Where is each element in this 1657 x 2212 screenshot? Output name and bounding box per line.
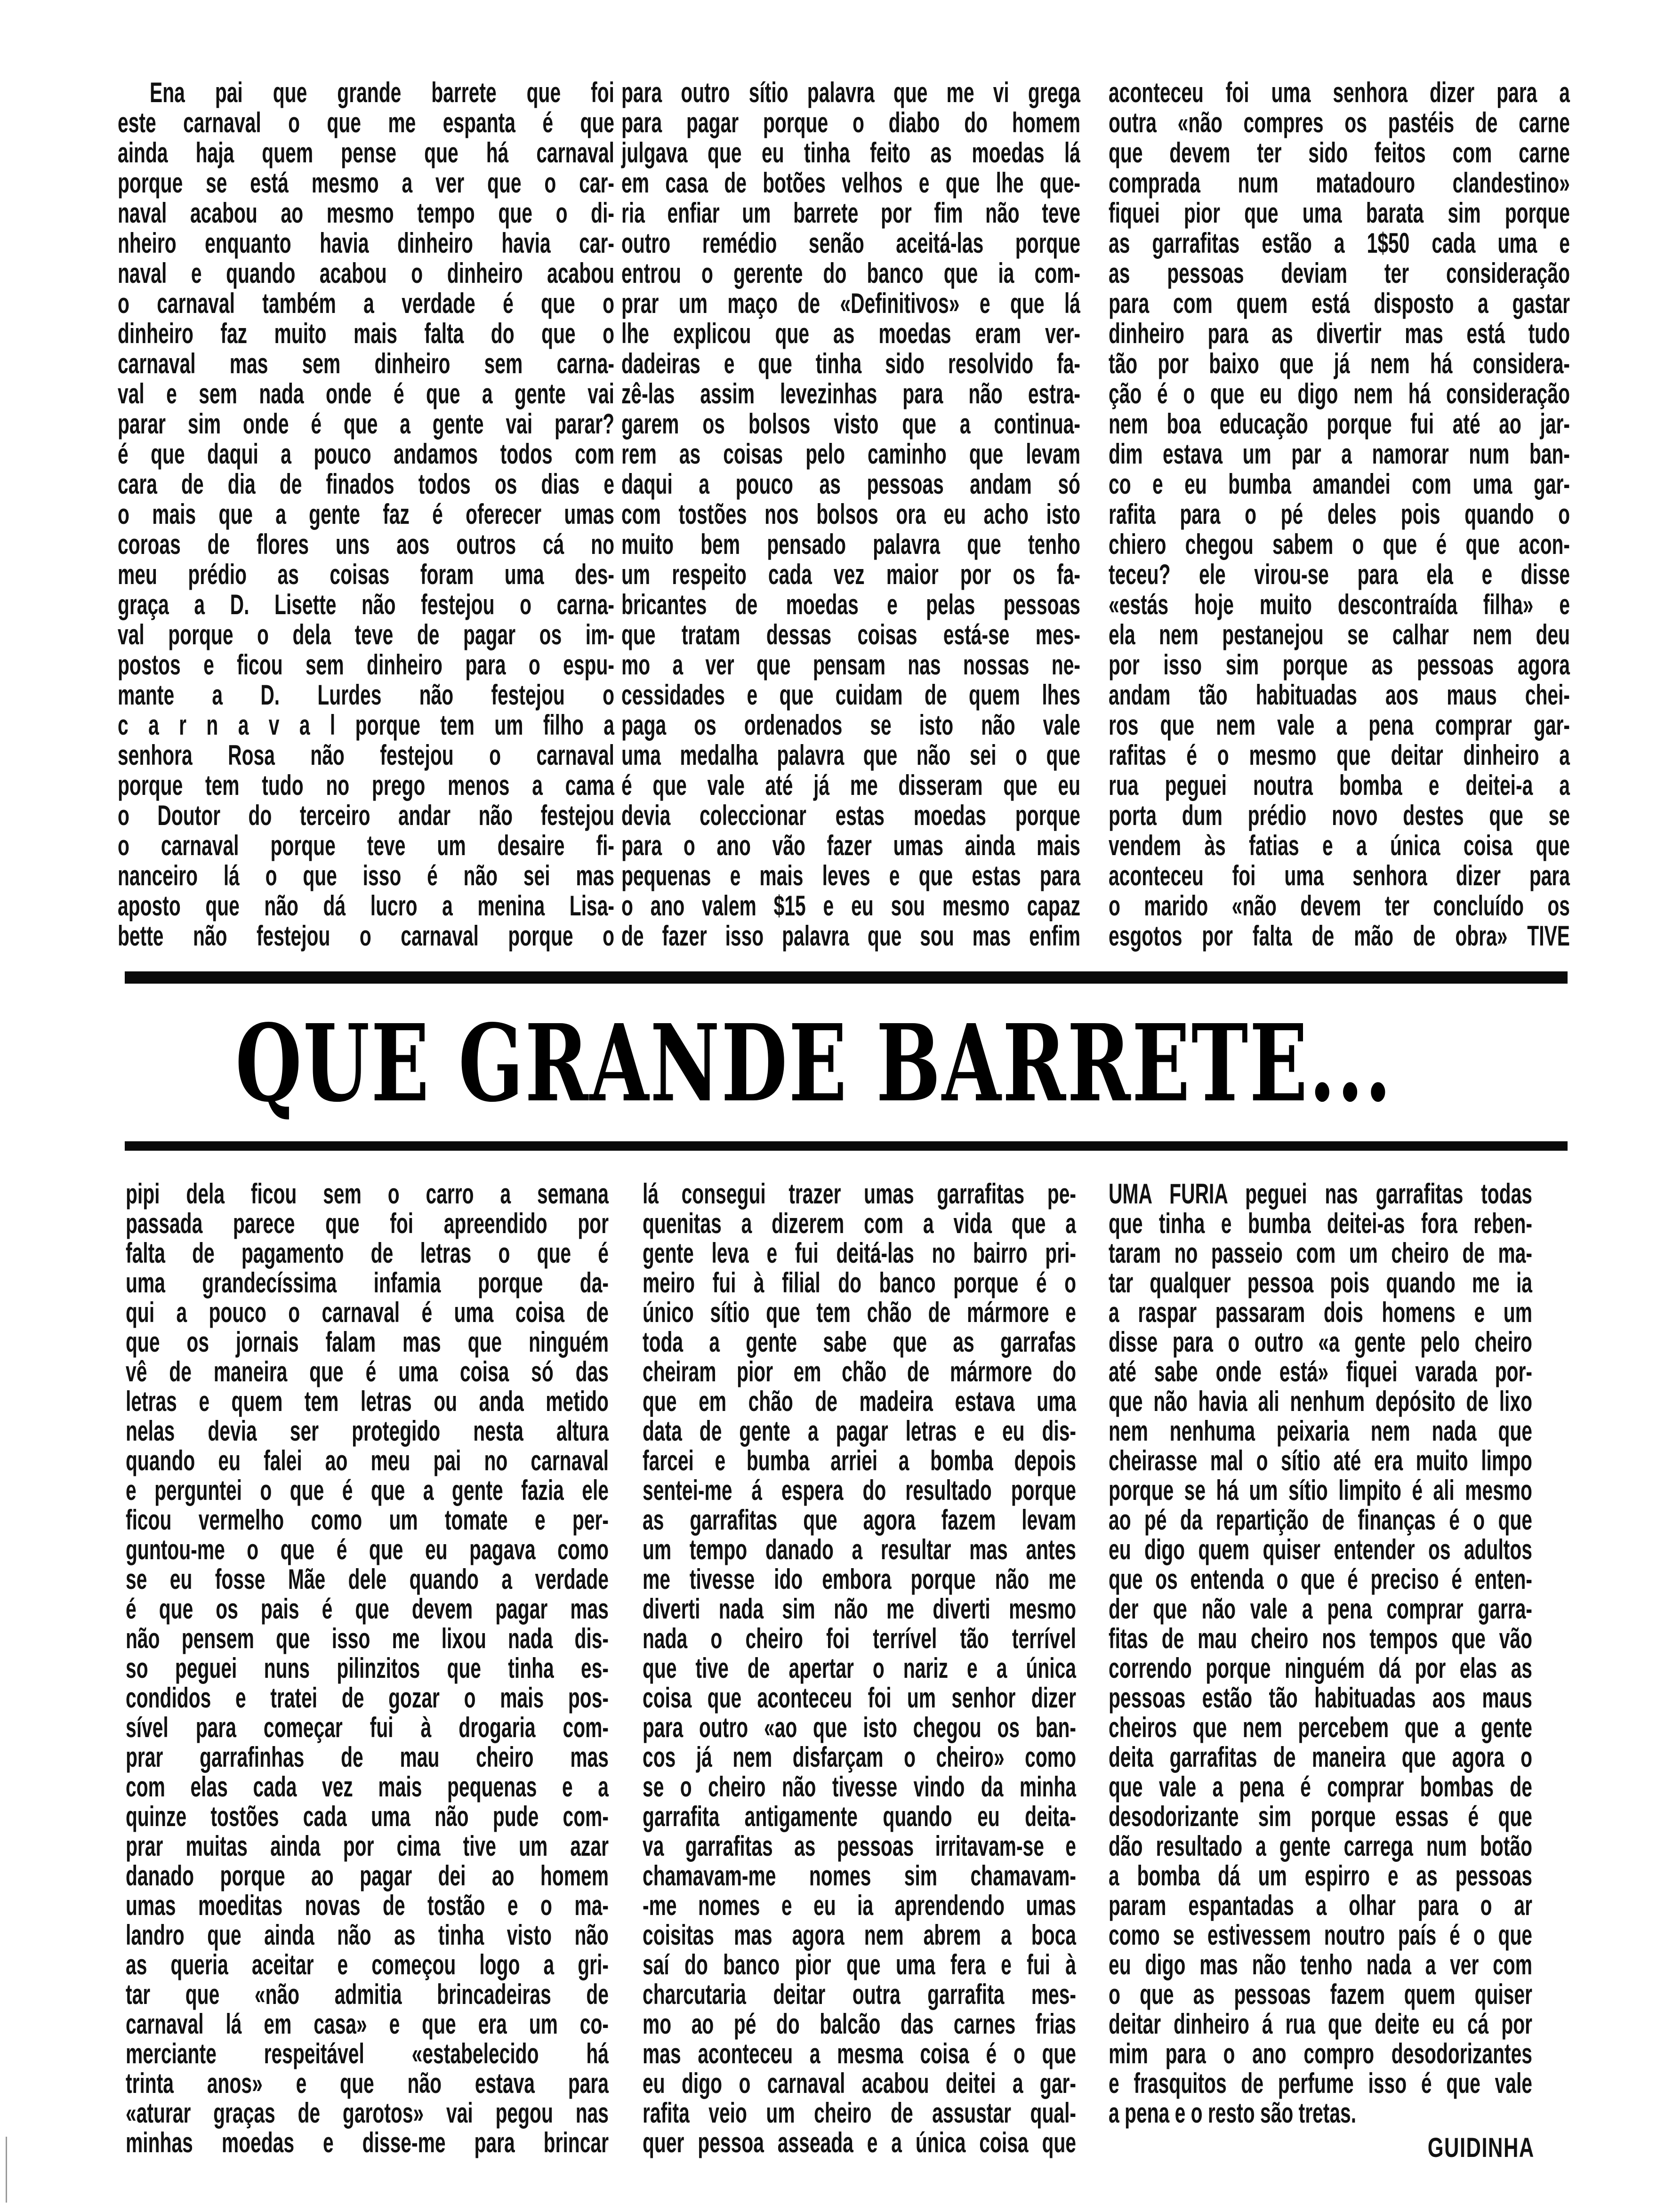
text-line: para com quem está disposto a gastar: [1109, 288, 1570, 319]
text-line: correndo porque ninguém dá por elas as: [1109, 1652, 1532, 1684]
text-line: danado porque ao pagar dei ao homem: [126, 1860, 609, 1891]
text-line: mo a ver que pensam nas nossas ne-: [621, 649, 1080, 681]
text-line: prar um maço de «Definitivos» e que lá: [621, 288, 1080, 319]
text-line: val porque o dela teve de pagar os im-: [118, 619, 614, 650]
text-line: desodorizante sim porque essas é que: [1109, 1801, 1532, 1832]
text-line: merciante respeitável «estabelecido há: [126, 2038, 609, 2069]
text-line: ros que nem vale a pena comprar gar-: [1109, 709, 1570, 741]
text-line: a bomba dá um espirro e as pessoas: [1109, 1860, 1532, 1891]
text-line: rafitas é o mesmo que deitar dinheiro a: [1109, 739, 1570, 771]
text-line: ficou vermelho como um tomate e per-: [126, 1504, 609, 1536]
text-line: julgava que eu tinha feito as moedas lá: [621, 137, 1080, 168]
text-line: cheiram pior em chão de mármore do: [643, 1356, 1076, 1387]
text-line: coroas de flores uns aos outros cá no: [118, 529, 614, 560]
text-line: nheiro enquanto havia dinheiro havia car-: [118, 227, 614, 259]
text-line: umas moeditas novas de tostão e o ma-: [126, 1890, 609, 1921]
text-line: bette não festejou o carnaval porque o: [118, 920, 614, 952]
text-line: que os entenda o que é preciso é enten-: [1109, 1563, 1532, 1595]
text-line: porque tem tudo no prego menos a cama: [118, 769, 614, 801]
text-line: chamavam-me nomes sim chamavam-: [643, 1860, 1076, 1891]
text-line: ao pé da repartição de finanças é o que: [1109, 1504, 1532, 1536]
text-line: quer pessoa asseada e a única coisa que: [643, 2127, 1076, 2158]
text-line: que em chão de madeira estava uma: [643, 1386, 1076, 1417]
text-line: o que as pessoas fazem quem quiser: [1109, 1979, 1532, 2010]
bottom-column-2: [643, 1179, 1076, 2157]
text-line: letras e quem tem letras ou anda metido: [126, 1386, 609, 1417]
text-line: lhe explicou que as moedas eram ver-: [621, 318, 1080, 349]
text-line: que os jornais falam mas que ninguém: [126, 1326, 609, 1358]
text-line: graça a D. Lisette não festejou o carna-: [118, 589, 614, 620]
text-line: o mais que a gente faz é oferecer umas: [118, 498, 614, 530]
text-line: senhora Rosa não festejou o carnaval: [118, 739, 614, 771]
text-line: e perguntei o que é que a gente fazia ele: [126, 1475, 609, 1506]
text-line: daqui a pouco as pessoas andam só: [621, 468, 1080, 500]
text-line: carnaval mas sem dinheiro sem carna-: [118, 348, 614, 379]
text-line: eu digo quem quiser entender os adultos: [1109, 1534, 1532, 1565]
text-line: c a r n a v a l porque tem um filho a: [118, 709, 614, 741]
text-line: aposto que não dá lucro a menina Lisa-: [118, 890, 614, 922]
text-line: uma grandecíssima infamia porque da-: [126, 1267, 609, 1298]
text-line: as garrafitas que agora fazem levam: [643, 1504, 1076, 1536]
text-line: a pena e o resto são tretas.: [1109, 2097, 1357, 2129]
text-line: para outro «ao que isto chegou os ban-: [643, 1712, 1076, 1743]
text-line: ção é o que eu digo nem há consideração: [1109, 378, 1570, 409]
text-line: ria enfiar um barrete por fim não teve: [621, 197, 1080, 229]
text-line: «estás hoje muito descontraída filha» e: [1109, 589, 1570, 620]
text-line: passada parece que foi apreendido por: [126, 1208, 609, 1239]
top-rule: [125, 971, 1568, 984]
text-line: mante a D. Lurdes não festejou o: [118, 679, 614, 711]
text-line: saí do banco pior que uma fera e fui à: [643, 1949, 1076, 1980]
text-line: dinheiro para as divertir mas está tudo: [1109, 318, 1570, 349]
text-line: lá consegui trazer umas garrafitas pe-: [643, 1178, 1076, 1210]
text-line: pessoas estão tão habituadas aos maus: [1109, 1682, 1532, 1714]
text-line: rafita para o pé deles pois quando o: [1109, 498, 1570, 530]
text-line: mo ao pé do balcão das carnes frias: [643, 2008, 1076, 2040]
text-line: cara de dia de finados todos os dias e: [118, 468, 614, 500]
text-line: por isso sim porque as pessoas agora: [1109, 649, 1570, 681]
text-line: nelas devia ser protegido nesta altura: [126, 1415, 609, 1447]
text-line: prar muitas ainda por cima tive um azar: [126, 1830, 609, 1862]
text-line: as pessoas deviam ter consideração: [1109, 257, 1570, 289]
text-line: outro remédio senão aceitá-las porque: [621, 227, 1080, 259]
text-line: rem as coisas pelo caminho que levam: [621, 438, 1080, 470]
text-line: sível para começar fui à drogaria com-: [126, 1712, 609, 1743]
text-line: porta dum prédio novo destes que se: [1109, 800, 1570, 831]
text-line: me tivesse ido embora porque não me: [643, 1563, 1076, 1595]
text-line: de fazer isso palavra que sou mas enfim: [621, 920, 1080, 952]
bottom-rule: [125, 1141, 1568, 1151]
text-line: o marido «não devem ter concluído os: [1109, 890, 1570, 922]
text-line: devia coleccionar estas moedas porque: [621, 800, 1080, 831]
text-line: zê-las assim levezinhas para não estra-: [621, 378, 1080, 409]
text-line: tão por baixo que já nem há considera-: [1109, 348, 1570, 379]
text-line: fiquei pior que uma barata sim porque: [1109, 197, 1570, 229]
text-line: mas aconteceu a mesma coisa é o que: [643, 2038, 1076, 2069]
text-line: outra «não compres os pastéis de carne: [1109, 107, 1570, 138]
text-line: so peguei nuns pilinzitos que tinha es-: [126, 1652, 609, 1684]
text-line: tar que «não admitia brincadeiras de: [126, 1979, 609, 2010]
text-line: o carnaval também a verdade é que o: [118, 288, 614, 319]
text-line: Ena pai que grande barrete que foi: [150, 77, 614, 108]
text-line: teceu? ele virou-se para ela e disse: [1109, 559, 1570, 590]
text-line: que devem ter sido feitos com carne: [1109, 137, 1570, 168]
text-line: co e eu bumba amandei com uma gar-: [1109, 468, 1570, 500]
bottom-column-1: [126, 1179, 609, 2157]
top-column-3: [1109, 78, 1570, 951]
text-line: quando eu falei ao meu pai no carnaval: [126, 1445, 609, 1476]
text-line: para o ano vão fazer umas ainda mais: [621, 830, 1080, 861]
text-line: qui a pouco o carnaval é uma coisa de: [126, 1297, 609, 1328]
text-line: este carnaval o que me espanta é que: [118, 107, 614, 138]
text-line: eu digo o carnaval acabou deitei a gar-: [643, 2068, 1076, 2099]
text-line: naval e quando acabou o dinheiro acabou: [118, 257, 614, 289]
text-line: o ano valem $15 e eu sou mesmo capaz: [621, 890, 1080, 922]
top-column-2: [621, 78, 1080, 951]
text-line: diverti nada sim não me diverti mesmo: [643, 1593, 1076, 1625]
text-line: carnaval lá em casa» e que era um co-: [126, 2008, 609, 2040]
headline: QUE GRANDE BARRETE...: [235, 1002, 1393, 1126]
text-line: não pensem que isso me lixou nada dis-: [126, 1623, 609, 1654]
text-line: paga os ordenados se isto não vale: [621, 709, 1080, 741]
text-line: -me nomes e eu ia aprendendo umas: [643, 1890, 1076, 1921]
text-line: mim para o ano compro desodorizantes: [1109, 2038, 1532, 2069]
text-line: cheiros que nem percebem que a gente: [1109, 1712, 1532, 1743]
text-line: para outro sítio palavra que me vi grega: [621, 77, 1080, 108]
text-line: o Doutor do terceiro andar não festejou: [118, 800, 614, 831]
text-line: é que daqui a pouco andamos todos com: [118, 438, 614, 470]
text-line: que tive de apertar o nariz e a única: [643, 1652, 1076, 1684]
text-line: «aturar graças de garotos» vai pegou nas: [126, 2097, 609, 2129]
text-line: vê de maneira que é uma coisa só das: [126, 1356, 609, 1387]
text-line: coisitas mas agora nem abrem a boca: [643, 1919, 1076, 1951]
text-line: as queria aceitar e começou logo a gri-: [126, 1949, 609, 1980]
text-line: vendem às fatias e a única coisa que: [1109, 830, 1570, 861]
text-line: a raspar passaram dois homens e um: [1109, 1297, 1532, 1328]
text-line: uma medalha palavra que não sei o que: [621, 739, 1080, 771]
text-line: entrou o gerente do banco que ia com-: [621, 257, 1080, 289]
text-line: andam tão habituadas aos maus chei-: [1109, 679, 1570, 711]
text-line: trinta anos» e que não estava para: [126, 2068, 609, 2099]
text-line: para pagar porque o diabo do homem: [621, 107, 1080, 138]
text-line: e frasquitos de perfume isso é que vale: [1109, 2068, 1532, 2099]
text-line: cos já nem disfarçam o cheiro» como: [643, 1741, 1076, 1773]
text-line: rafita veio um cheiro de assustar qual-: [643, 2097, 1076, 2129]
text-line: cheirasse mal o sítio até era muito limpo: [1109, 1445, 1532, 1476]
text-line: muito bem pensado palavra que tenho: [621, 529, 1080, 560]
text-line: meu prédio as coisas foram uma des-: [118, 559, 614, 590]
text-line: minhas moedas e disse-me para brincar: [126, 2127, 609, 2158]
text-line: dinheiro faz muito mais falta do que o: [118, 318, 614, 349]
text-line: falta de pagamento de letras o que é: [126, 1237, 609, 1269]
text-line: charcutaria deitar outra garrafita mes-: [643, 1979, 1076, 2010]
text-line: nanceiro lá o que isso é não sei mas: [118, 860, 614, 891]
text-line: se o cheiro não tivesse vindo da minha: [643, 1771, 1076, 1803]
text-line: garem os bolsos visto que a continua-: [621, 408, 1080, 440]
text-line: ela nem pestanejou se calhar nem deu: [1109, 619, 1570, 650]
text-line: o carnaval porque teve um desaire fi-: [118, 830, 614, 861]
text-line: cessidades e que cuidam de quem lhes: [621, 679, 1080, 711]
text-line: quenitas a dizerem com a vida que a: [643, 1208, 1076, 1239]
text-line: pipi dela ficou sem o carro a semana: [126, 1178, 609, 1210]
text-line: um respeito cada vez maior por os fa-: [621, 559, 1080, 590]
text-line: landro que ainda não as tinha visto não: [126, 1919, 609, 1951]
text-line: em casa de botões velhos e que lhe que-: [621, 167, 1080, 199]
text-line: taram no passeio com um cheiro de ma-: [1109, 1237, 1532, 1269]
text-line: é que vale até já me disseram que eu: [621, 769, 1080, 801]
text-line: se eu fosse Mãe dele quando a verdade: [126, 1563, 609, 1595]
bottom-column-3: [1109, 1179, 1532, 2128]
text-line: UMA FURIA peguei nas garrafitas todas: [1109, 1178, 1532, 1210]
text-line: val e sem nada onde é que a gente vai: [118, 378, 614, 409]
text-line: farcei e bumba arriei a bomba depois: [643, 1445, 1076, 1476]
text-line: aconteceu foi uma senhora dizer para a: [1109, 77, 1570, 108]
text-line: pequenas e mais leves e que estas para: [621, 860, 1080, 891]
text-line: que tratam dessas coisas está-se mes-: [621, 619, 1080, 650]
text-line: toda a gente sabe que as garrafas: [643, 1326, 1076, 1358]
text-line: deita garrafitas de maneira que agora o: [1109, 1741, 1532, 1773]
text-line: porque se há um sítio limpito é ali mesmo: [1109, 1475, 1532, 1506]
text-line: gente leva e fui deitá-las no bairro pri-: [643, 1237, 1076, 1269]
text-line: as garrafitas estão a 1$50 cada uma e: [1109, 227, 1570, 259]
text-line: data de gente a pagar letras e eu dis-: [643, 1415, 1076, 1447]
text-line: comprada num matadouro clandestino»: [1109, 167, 1570, 199]
text-line: prar garrafinhas de mau cheiro mas: [126, 1741, 609, 1773]
text-line: param espantadas a olhar para o ar: [1109, 1890, 1532, 1921]
text-line: postos e ficou sem dinheiro para o espu-: [118, 649, 614, 681]
text-line: parar sim onde é que a gente vai parar?: [118, 408, 614, 440]
text-line: eu digo mas não tenho nada a ver com: [1109, 1949, 1532, 1980]
text-line: sentei-me á espera do resultado porque: [643, 1475, 1076, 1506]
text-line: meiro fui à filial do banco porque é o: [643, 1267, 1076, 1298]
text-line: esgotos por falta de mão de obra» TIVE: [1109, 920, 1570, 952]
text-line: disse para o outro «a gente pelo cheiro: [1109, 1326, 1532, 1358]
scan-edge-mark: [6, 2137, 7, 2203]
text-line: único sítio que tem chão de mármore e: [643, 1297, 1076, 1328]
text-line: até sabe onde está» fiquei varada por-: [1109, 1356, 1532, 1387]
author-signature: GUIDINHA: [1427, 2132, 1535, 2163]
top-column-1: [118, 78, 614, 951]
text-line: quinze tostões cada uma não pude com-: [126, 1801, 609, 1832]
text-line: chiero chegou sabem o que é que acon-: [1109, 529, 1570, 560]
text-line: rua peguei noutra bomba e deitei-a a: [1109, 769, 1570, 801]
text-line: naval acabou ao mesmo tempo que o di-: [118, 197, 614, 229]
text-line: bricantes de moedas e pelas pessoas: [621, 589, 1080, 620]
text-line: porque se está mesmo a ver que o car-: [118, 167, 614, 199]
text-line: um tempo danado a resultar mas antes: [643, 1534, 1076, 1565]
text-line: que tinha e bumba deitei-as fora reben-: [1109, 1208, 1532, 1239]
text-line: va garrafitas as pessoas irritavam-se e: [643, 1830, 1076, 1862]
text-line: dim estava um par a namorar num ban-: [1109, 438, 1570, 470]
text-line: com tostões nos bolsos ora eu acho isto: [621, 498, 1080, 530]
text-line: tar qualquer pessoa pois quando me ia: [1109, 1267, 1532, 1298]
text-line: nada o cheiro foi terrível tão terrível: [643, 1623, 1076, 1654]
text-line: condidos e tratei de gozar o mais pos-: [126, 1682, 609, 1714]
text-line: guntou-me o que é que eu pagava como: [126, 1534, 609, 1565]
text-line: que vale a pena é comprar bombas de: [1109, 1771, 1532, 1803]
text-line: nem boa educação porque fui até ao jar-: [1109, 408, 1570, 440]
text-line: garrafita antigamente quando eu deita-: [643, 1801, 1076, 1832]
text-line: que não havia ali nenhum depósito de lixo: [1109, 1386, 1532, 1417]
text-line: como se estivessem noutro país é o que: [1109, 1919, 1532, 1951]
text-line: fitas de mau cheiro nos tempos que vão: [1109, 1623, 1532, 1654]
text-line: é que os pais é que devem pagar mas: [126, 1593, 609, 1625]
text-line: coisa que aconteceu foi um senhor dizer: [643, 1682, 1076, 1714]
text-line: dão resultado a gente carrega num botão: [1109, 1830, 1532, 1862]
text-line: aconteceu foi uma senhora dizer para: [1109, 860, 1570, 891]
text-line: ainda haja quem pense que há carnaval: [118, 137, 614, 168]
text-line: com elas cada vez mais pequenas e a: [126, 1771, 609, 1803]
text-line: nem nenhuma peixaria nem nada que: [1109, 1415, 1532, 1447]
text-line: deitar dinheiro á rua que deite eu cá por: [1109, 2008, 1532, 2040]
text-line: der que não vale a pena comprar garra-: [1109, 1593, 1532, 1625]
text-line: dadeiras e que tinha sido resolvido fa-: [621, 348, 1080, 379]
